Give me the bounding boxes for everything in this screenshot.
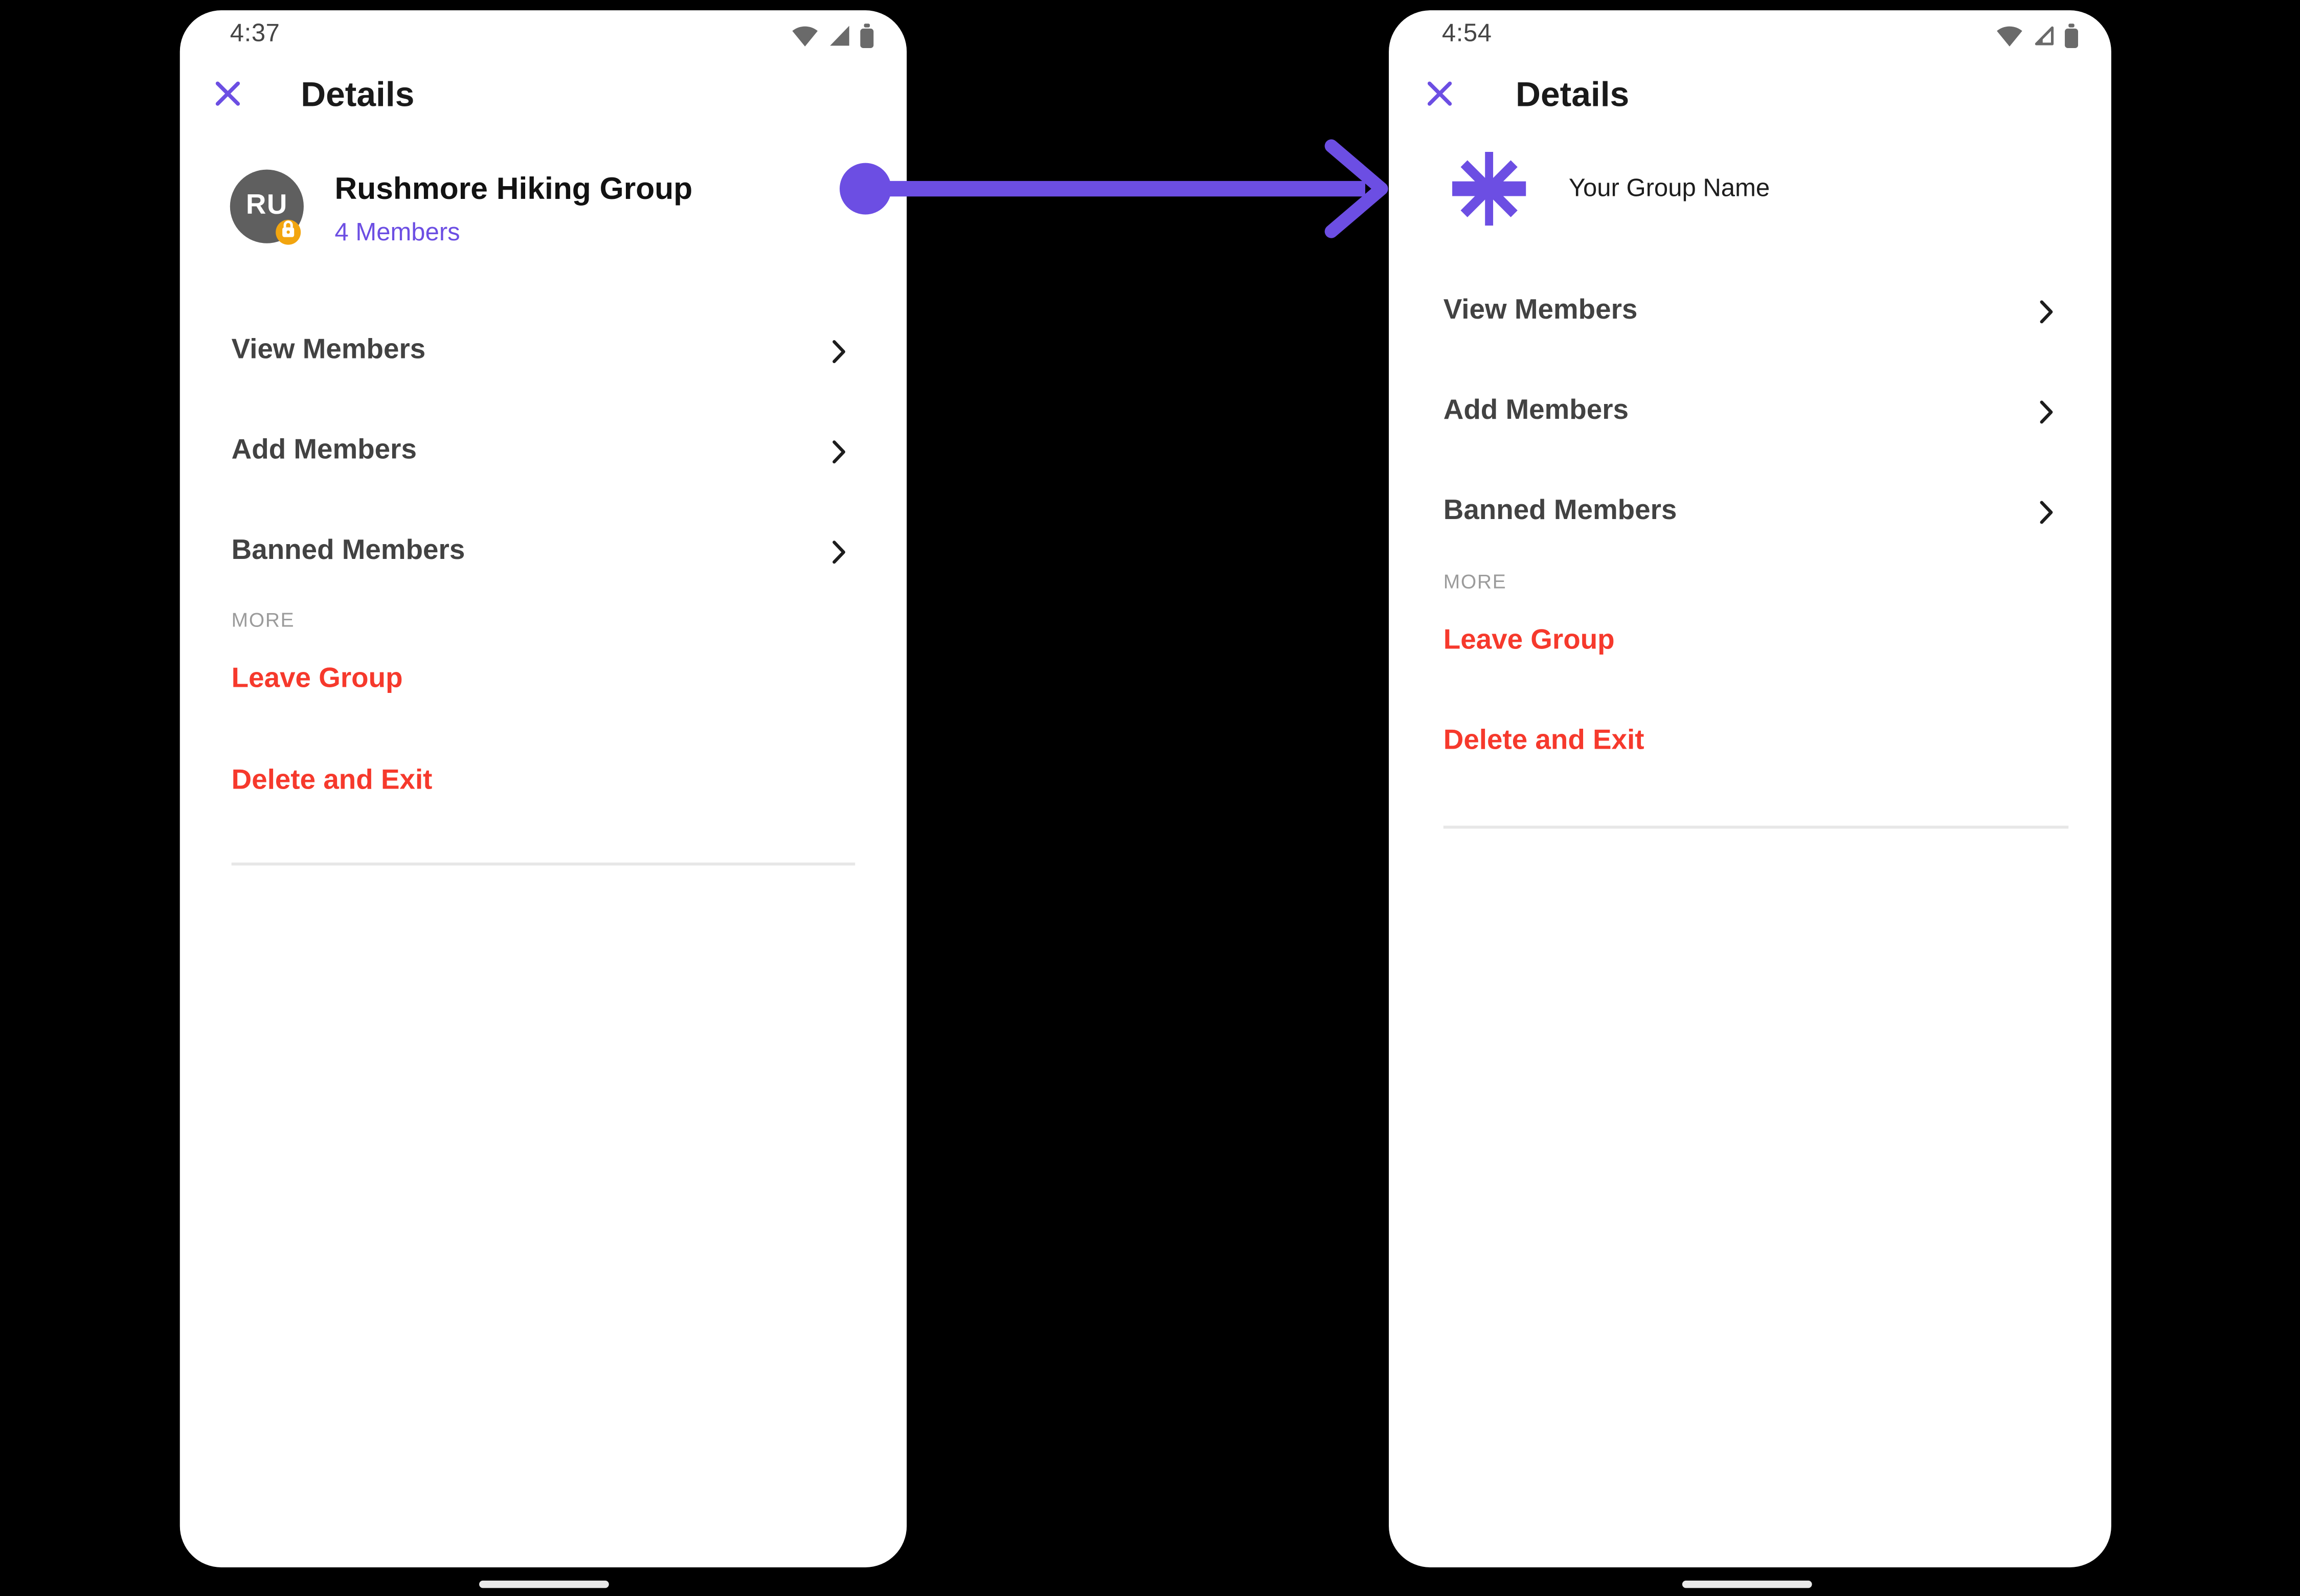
menu-item-label: View Members [231,334,426,366]
cell-signal-icon [2033,24,2055,55]
snowflake-icon [1451,150,1527,227]
wifi-icon [1995,24,2024,56]
battery-icon [860,24,874,56]
leave-group-button[interactable] [1444,619,1615,663]
section-label-more: MORE [231,609,295,632]
battery-icon [2064,24,2079,56]
delete-and-exit-button[interactable] [232,759,433,803]
menu-item-add-members[interactable] [1444,389,2063,433]
group-name: Rushmore Hiking Group [334,172,693,207]
chevron-right-icon [831,540,846,565]
menu-item-add-members[interactable] [232,429,855,473]
leave-group-label: Leave Group [231,663,403,695]
page-title: Details [301,75,415,114]
delete-and-exit-button[interactable] [1444,720,1644,763]
divider [232,863,855,865]
menu-item-label: Banned Members [1443,495,1677,527]
group-name: Your Group Name [1568,174,1770,203]
chevron-right-icon [831,439,846,464]
close-icon [1426,88,1454,114]
menu-item-label: View Members [1443,295,1638,326]
leave-group-label: Leave Group [1443,625,1615,657]
chevron-right-icon [831,339,846,364]
delete-and-exit-label: Delete and Exit [231,765,433,796]
cell-signal-icon [828,24,850,55]
menu-item-label: Add Members [1443,395,1629,426]
delete-and-exit-label: Delete and Exit [1443,725,1644,757]
section-label-more: MORE [1443,570,1507,593]
menu-item-view-members[interactable] [232,329,855,373]
chevron-right-icon [2039,500,2054,525]
status-icons [1995,24,2079,56]
status-time: 4:54 [1441,19,1492,48]
transition-arrow [826,130,1415,248]
wifi-icon [790,24,820,56]
chevron-right-icon [2039,399,2054,424]
close-button[interactable] [1426,80,1454,108]
chevron-right-icon [2039,299,2054,324]
menu-item-view-members[interactable] [1444,289,2063,333]
menu-item-label: Add Members [231,435,417,466]
lock-icon [280,219,297,245]
leave-group-button[interactable] [232,658,403,702]
right-phone-screen [1389,10,2111,1567]
home-indicator[interactable] [1682,1581,1812,1588]
menu-item-banned-members[interactable] [1444,489,2063,533]
divider [1444,826,2069,828]
left-phone-screen [180,10,907,1567]
private-group-badge [276,220,301,245]
members-count-link[interactable]: 4 Members [334,218,460,246]
avatar-initials: RU [245,190,288,221]
home-indicator[interactable] [479,1581,609,1588]
status-time: 4:37 [230,19,280,48]
close-button[interactable] [214,80,242,108]
menu-item-label: Banned Members [231,535,465,567]
close-icon [214,88,242,114]
menu-item-banned-members[interactable] [232,529,855,573]
status-icons [790,24,874,56]
page-title: Details [1516,75,1630,114]
